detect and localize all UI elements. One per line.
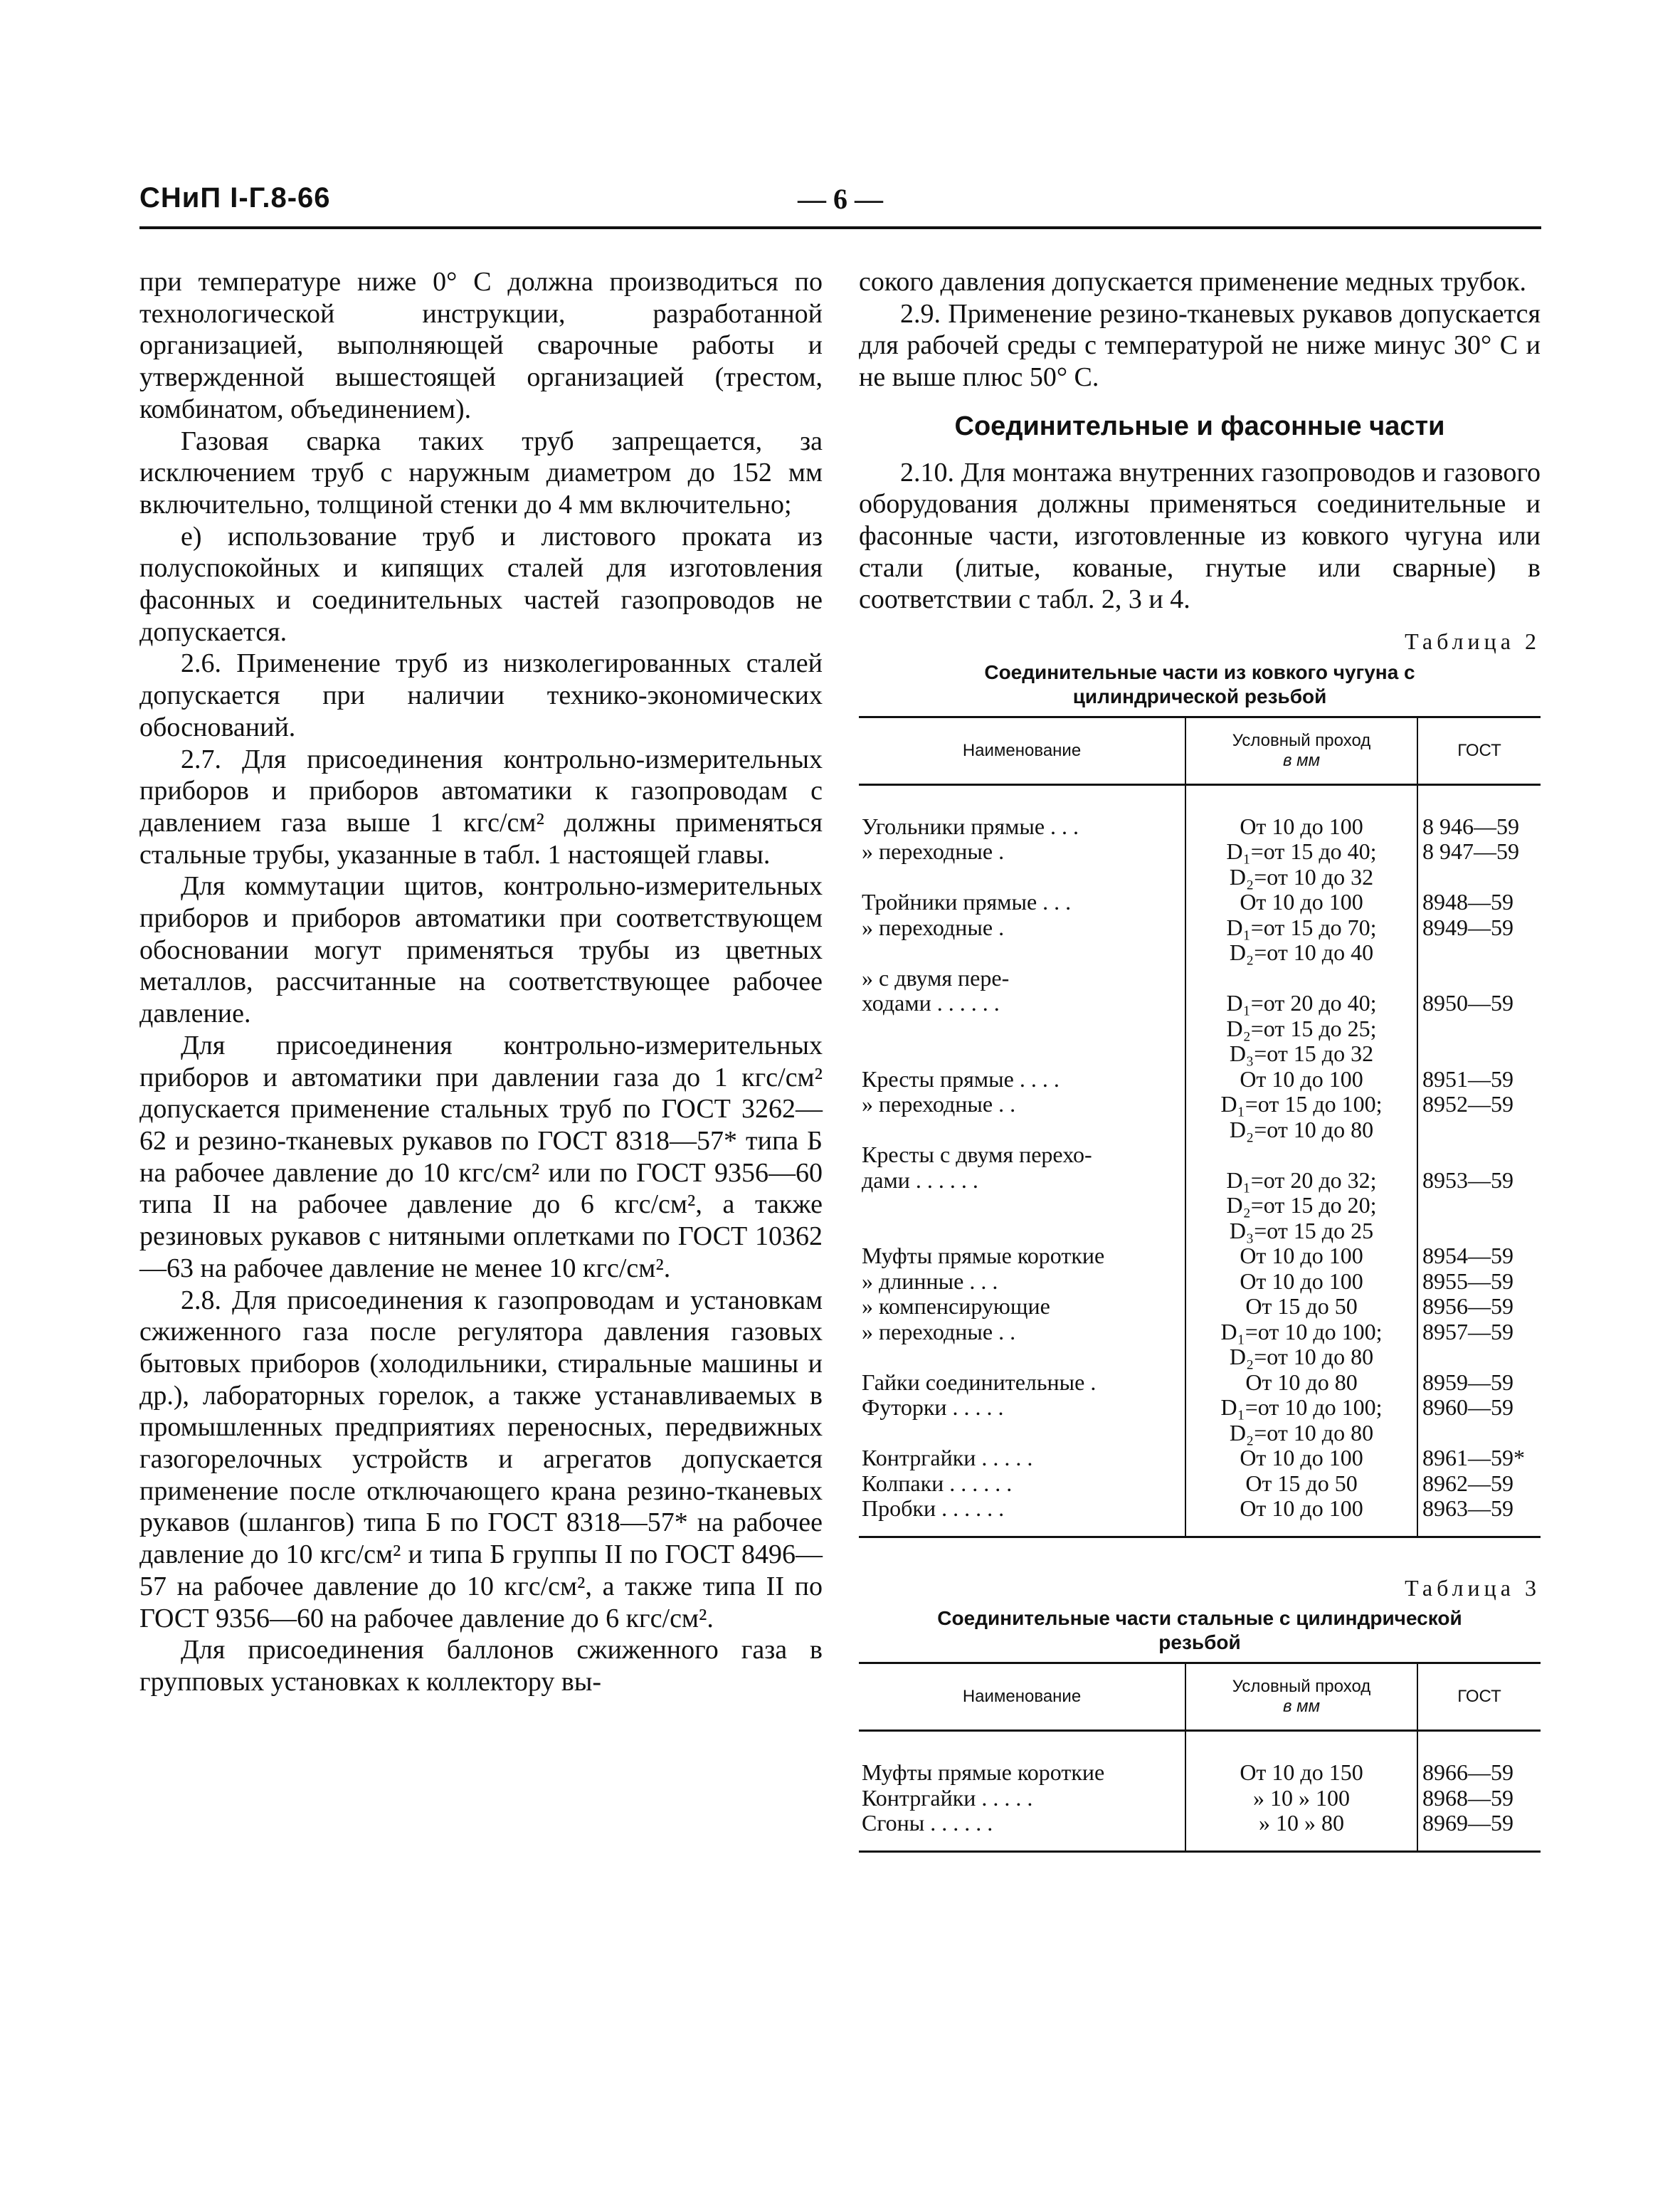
cell-diameter: От 10 до 100	[1185, 1269, 1417, 1295]
page-header	[139, 182, 1541, 232]
paragraph-2-7: 2.7. Для присоединения контрольно-измерительных приборов и приборов автоматики к газопроводам с давлением газа выше 1 кгс/см² должны применяться стальные трубы, указанные в табл. 1 настоящей главы.	[139, 744, 823, 870]
cell-diameter: D₂=от 10 до 80	[1185, 1117, 1417, 1143]
paragraph-2-10: 2.10. Для монтажа внутренних газопроводов и газового оборудования должны применяться соединительные и фасонные части, изготовленные из ковкого чугуна или стали (литые, кованые, гнутые или сварные) в соответствии с табл. 2, 3 и 4.	[859, 457, 1541, 615]
cell-name	[859, 940, 1185, 966]
cell-diameter: От 15 до 50	[1185, 1294, 1417, 1320]
table-row	[859, 865, 1541, 890]
cell-diameter: D₂=от 10 до 40	[1185, 940, 1417, 966]
cell-name: Гайки соединительные .	[862, 1369, 1097, 1395]
cell-diameter: От 10 до 100	[1185, 1446, 1417, 1471]
cell-gost: 8 946—59	[1422, 813, 1519, 839]
paragraph: Газовая сварка таких труб запрещается, за исключением труб с наружным диаметром до 152 мм включительно, толщиной стенки до 4 мм включительно;	[139, 426, 823, 520]
table-row	[859, 966, 1541, 991]
table-2-label: Таблица 2	[1405, 628, 1541, 655]
cell-name	[859, 1344, 1185, 1370]
table-row	[859, 1041, 1541, 1067]
cell-diameter: D₂=от 10 до 32	[1185, 865, 1417, 890]
table-row	[859, 1446, 1541, 1471]
cell-gost	[1417, 1016, 1541, 1042]
table-2	[859, 716, 1541, 1538]
cell-name: » с двумя пере-	[862, 964, 1010, 991]
cell-diameter: От 15 до 50	[1185, 1471, 1417, 1497]
cell-name: Муфты прямые короткие	[862, 1759, 1105, 1786]
cell-diameter: От 10 до 100	[1185, 784, 1417, 839]
table-row	[859, 991, 1541, 1016]
cell-gost	[1417, 1041, 1541, 1067]
cell-diameter: От 10 до 100	[1185, 1243, 1417, 1269]
cell-gost: 8957—59	[1422, 1318, 1513, 1344]
cell-gost: 8969—59	[1417, 1811, 1541, 1851]
table-row	[859, 1243, 1541, 1269]
cell-diameter: » 10 » 100	[1185, 1786, 1417, 1811]
cell-gost	[1417, 940, 1541, 966]
paragraph: Для присоединения контрольно-измерительных приборов и автоматики при давлении газа до 1 кгс/см² допускается применение стальных труб по ГОСТ 3262—62 и резино-тканевых рукавов по ГОСТ 8318—57* типа Б на рабочее давление до 10 кгс/см² или по ГОСТ 9356—60 типа II на рабочее давление до 6 кгс/см², а также резиновых рукавов с нитяными оплетками по ГОСТ 10362—63 на рабочее давление не менее 10 кгс/см².	[139, 1030, 823, 1283]
cell-diameter: D₃=от 15 до 32	[1185, 1041, 1417, 1067]
cell-name: Пробки . . . . . .	[859, 1496, 1185, 1537]
cell-name: дами . . . . . .	[862, 1167, 978, 1193]
cell-diameter: » 10 » 80	[1185, 1811, 1417, 1851]
cell-name	[859, 865, 1185, 890]
cell-name: » длинные . . .	[862, 1268, 998, 1294]
cell-name: Контргайки . . . . .	[862, 1445, 1033, 1471]
cell-diameter: D₂=от 10 до 80	[1185, 1421, 1417, 1446]
cell-diameter: От 10 до 80	[1185, 1370, 1417, 1396]
header-rule	[139, 226, 1541, 229]
cell-name: Сгоны . . . . . .	[859, 1811, 1185, 1851]
table-row	[859, 1016, 1541, 1042]
table-row	[859, 1344, 1541, 1370]
cell-gost	[1417, 1142, 1541, 1168]
table-row	[859, 1218, 1541, 1244]
cell-gost	[1417, 966, 1541, 991]
column-header-gost: ГОСТ	[1417, 717, 1541, 784]
cell-name: Тройники прямые . . .	[862, 889, 1072, 915]
cell-gost	[1417, 1193, 1541, 1218]
table-row	[859, 1168, 1541, 1194]
cell-name: Угольники прямые . . .	[862, 813, 1079, 839]
table-row	[859, 1421, 1541, 1446]
table-row	[859, 1731, 1541, 1786]
paragraph: Для присоединения баллонов сжиженного газа в групповых установках к коллектору вы-	[139, 1635, 823, 1697]
cell-gost	[1417, 1117, 1541, 1143]
cell-diameter: D₃=от 15 до 25	[1185, 1218, 1417, 1244]
cell-diameter	[1185, 1142, 1417, 1168]
table-row	[859, 1092, 1541, 1117]
cell-diameter: D₁=от 20 до 40;	[1185, 991, 1417, 1016]
cell-gost: 8950—59	[1422, 990, 1513, 1016]
cell-name	[859, 1218, 1185, 1244]
cell-name	[859, 1016, 1185, 1042]
paragraph: сокого давления допускается применение медных трубок.	[859, 267, 1527, 297]
cell-name: Кресты прямые . . . .	[862, 1065, 1060, 1092]
cell-diameter: От 10 до 150	[1185, 1731, 1417, 1786]
table-row	[859, 1269, 1541, 1295]
table-row	[859, 1786, 1541, 1811]
cell-gost: 8963—59	[1417, 1496, 1541, 1537]
paragraph: при температуре ниже 0° С должна производиться по технологической инструкции, разработанной организацией, выполняющей сварочные работы и утвержденной вышестоящей организацией (трестом, комбинатом, объединением).	[139, 267, 823, 424]
table-2-caption: Соединительные части из ковкого чугуна с цилиндрической резьбой	[984, 660, 1415, 707]
cell-diameter: От 10 до 100	[1185, 1067, 1417, 1092]
cell-diameter: D₁=от 10 до 100;	[1185, 1395, 1417, 1421]
cell-name	[859, 1117, 1185, 1143]
cell-gost: 8951—59	[1422, 1065, 1513, 1092]
cell-name: » компенсирующие	[862, 1293, 1050, 1320]
cell-gost: 8959—59	[1422, 1369, 1513, 1395]
table-2-body	[859, 784, 1541, 1537]
table-row	[859, 1142, 1541, 1168]
cell-gost: 8953—59	[1422, 1167, 1513, 1193]
table-3-caption: Соединительные части стальные с цилиндрической резьбой	[937, 1607, 1462, 1654]
cell-diameter: D₂=от 15 до 25;	[1185, 1016, 1417, 1042]
cell-diameter: От 10 до 100	[1185, 890, 1417, 915]
table-row	[859, 839, 1541, 865]
table-row	[859, 915, 1541, 941]
cell-gost	[1417, 865, 1541, 890]
table-3	[859, 1662, 1541, 1853]
paragraph-2-6: 2.6. Применение труб из низколегированных сталей допускается при наличии технико-экономических обоснований.	[139, 648, 823, 742]
table-row	[859, 1370, 1541, 1396]
cell-gost: 8952—59	[1422, 1091, 1513, 1117]
table-row	[859, 1395, 1541, 1421]
table-row	[859, 1067, 1541, 1092]
cell-gost: 8962—59	[1422, 1470, 1513, 1496]
cell-gost: 8 947—59	[1422, 838, 1519, 865]
paragraph-2-8: 2.8. Для присоединения к газопроводам и установкам сжиженного газа после регулятора давления газовых бытовых приборов (холодильники, стиральные машины и др.), лабораторных горелок, а также устанавливаемых в промышленных предприятиях переносных, передвижных газогорелочных устройств и агрегатов допускается применение после отключающего крана резино-тканевых рукавов (шлангов) типа Б по ГОСТ 8318—57* на рабочее давление до 10 кгс/см² и типа Б группы II по ГОСТ 8496—57 на рабочее давление до 10 кгс/см², а также типа II по ГОСТ 9356—60 на рабочее давление до 6 кгс/см².	[139, 1285, 823, 1633]
cell-gost: 8955—59	[1422, 1268, 1513, 1294]
cell-diameter: D₁=от 10 до 100;	[1185, 1320, 1417, 1345]
cell-diameter: D₁=от 15 до 100;	[1185, 1092, 1417, 1117]
right-column	[859, 266, 1541, 1853]
cell-diameter: D₂=от 10 до 80	[1185, 1344, 1417, 1370]
table-row	[859, 1471, 1541, 1497]
cell-diameter: D₁=от 15 до 70;	[1185, 915, 1417, 941]
cell-gost: 8961—59*	[1422, 1445, 1525, 1471]
cell-gost: 8966—59	[1422, 1759, 1513, 1786]
cell-name: Кресты с двумя перехо-	[862, 1142, 1092, 1168]
cell-gost: 8968—59	[1422, 1784, 1513, 1811]
cell-diameter: D₁=от 15 до 40;	[1185, 839, 1417, 865]
cell-gost: 8956—59	[1422, 1293, 1513, 1320]
cell-gost: 8948—59	[1422, 889, 1513, 915]
table-row	[859, 1811, 1541, 1851]
paragraph-2-9: 2.9. Применение резино-тканевых рукавов допускается для рабочей среды с температурой не ниже минус 30° С и не выше плюс 50° С.	[859, 298, 1541, 393]
table-3-body	[859, 1731, 1541, 1852]
paragraph: е) использование труб и листового проката из полуспокойных и кипящих сталей для изготовления фасонных и соединительных частей газопроводов не допускается.	[139, 521, 823, 647]
cell-name	[859, 1421, 1185, 1446]
document-code: СНиП I-Г.8-66	[139, 182, 331, 214]
cell-gost: 8954—59	[1422, 1243, 1513, 1269]
column-header-diameter: Условный проход в мм	[1185, 1663, 1417, 1731]
column-header-name: Наименование	[859, 717, 1185, 784]
paragraph: Для коммутации щитов, контрольно-измерительных приборов и приборов автоматики при соответствующем обосновании могут применяться трубы из цветных металлов, рассчитанные на соответствующее рабочее давление.	[139, 871, 823, 1029]
table-row	[859, 1496, 1541, 1537]
table-row	[859, 1320, 1541, 1345]
cell-name: Футорки . . . . .	[862, 1394, 1004, 1421]
page-number: — 6 —	[798, 183, 883, 215]
left-column	[139, 266, 823, 1698]
cell-name: » переходные . .	[862, 1318, 1016, 1344]
table-row	[859, 940, 1541, 966]
column-header-gost: ГОСТ	[1417, 1663, 1541, 1731]
cell-name: » переходные .	[862, 914, 1005, 940]
cell-name: » переходные .	[862, 838, 1005, 865]
cell-gost	[1417, 1421, 1541, 1446]
cell-name: Контргайки . . . . .	[862, 1784, 1033, 1811]
cell-diameter: D₂=от 15 до 20;	[1185, 1193, 1417, 1218]
cell-name	[859, 1193, 1185, 1218]
cell-gost	[1417, 1344, 1541, 1370]
cell-diameter	[1185, 966, 1417, 991]
table-row	[859, 1294, 1541, 1320]
table-row	[859, 1193, 1541, 1218]
cell-name: Колпаки . . . . . .	[862, 1470, 1013, 1496]
cell-name: ходами . . . . . .	[862, 990, 1000, 1016]
section-heading: Соединительные и фасонные части	[954, 411, 1445, 441]
cell-diameter: D₁=от 20 до 32;	[1185, 1168, 1417, 1194]
table-row	[859, 784, 1541, 839]
cell-gost: 8949—59	[1422, 914, 1513, 940]
column-header-diameter: Условный проход в мм	[1185, 717, 1417, 784]
cell-name: » переходные . .	[862, 1091, 1016, 1117]
cell-name: Муфты прямые короткие	[862, 1243, 1105, 1269]
cell-gost	[1417, 1218, 1541, 1244]
cell-gost: 8960—59	[1422, 1394, 1513, 1421]
table-row	[859, 890, 1541, 915]
table-3-label: Таблица 3	[1405, 1574, 1541, 1601]
cell-name	[859, 1041, 1185, 1067]
table-row	[859, 1117, 1541, 1143]
cell-diameter: От 10 до 100	[1185, 1496, 1417, 1537]
column-header-name: Наименование	[859, 1663, 1185, 1731]
